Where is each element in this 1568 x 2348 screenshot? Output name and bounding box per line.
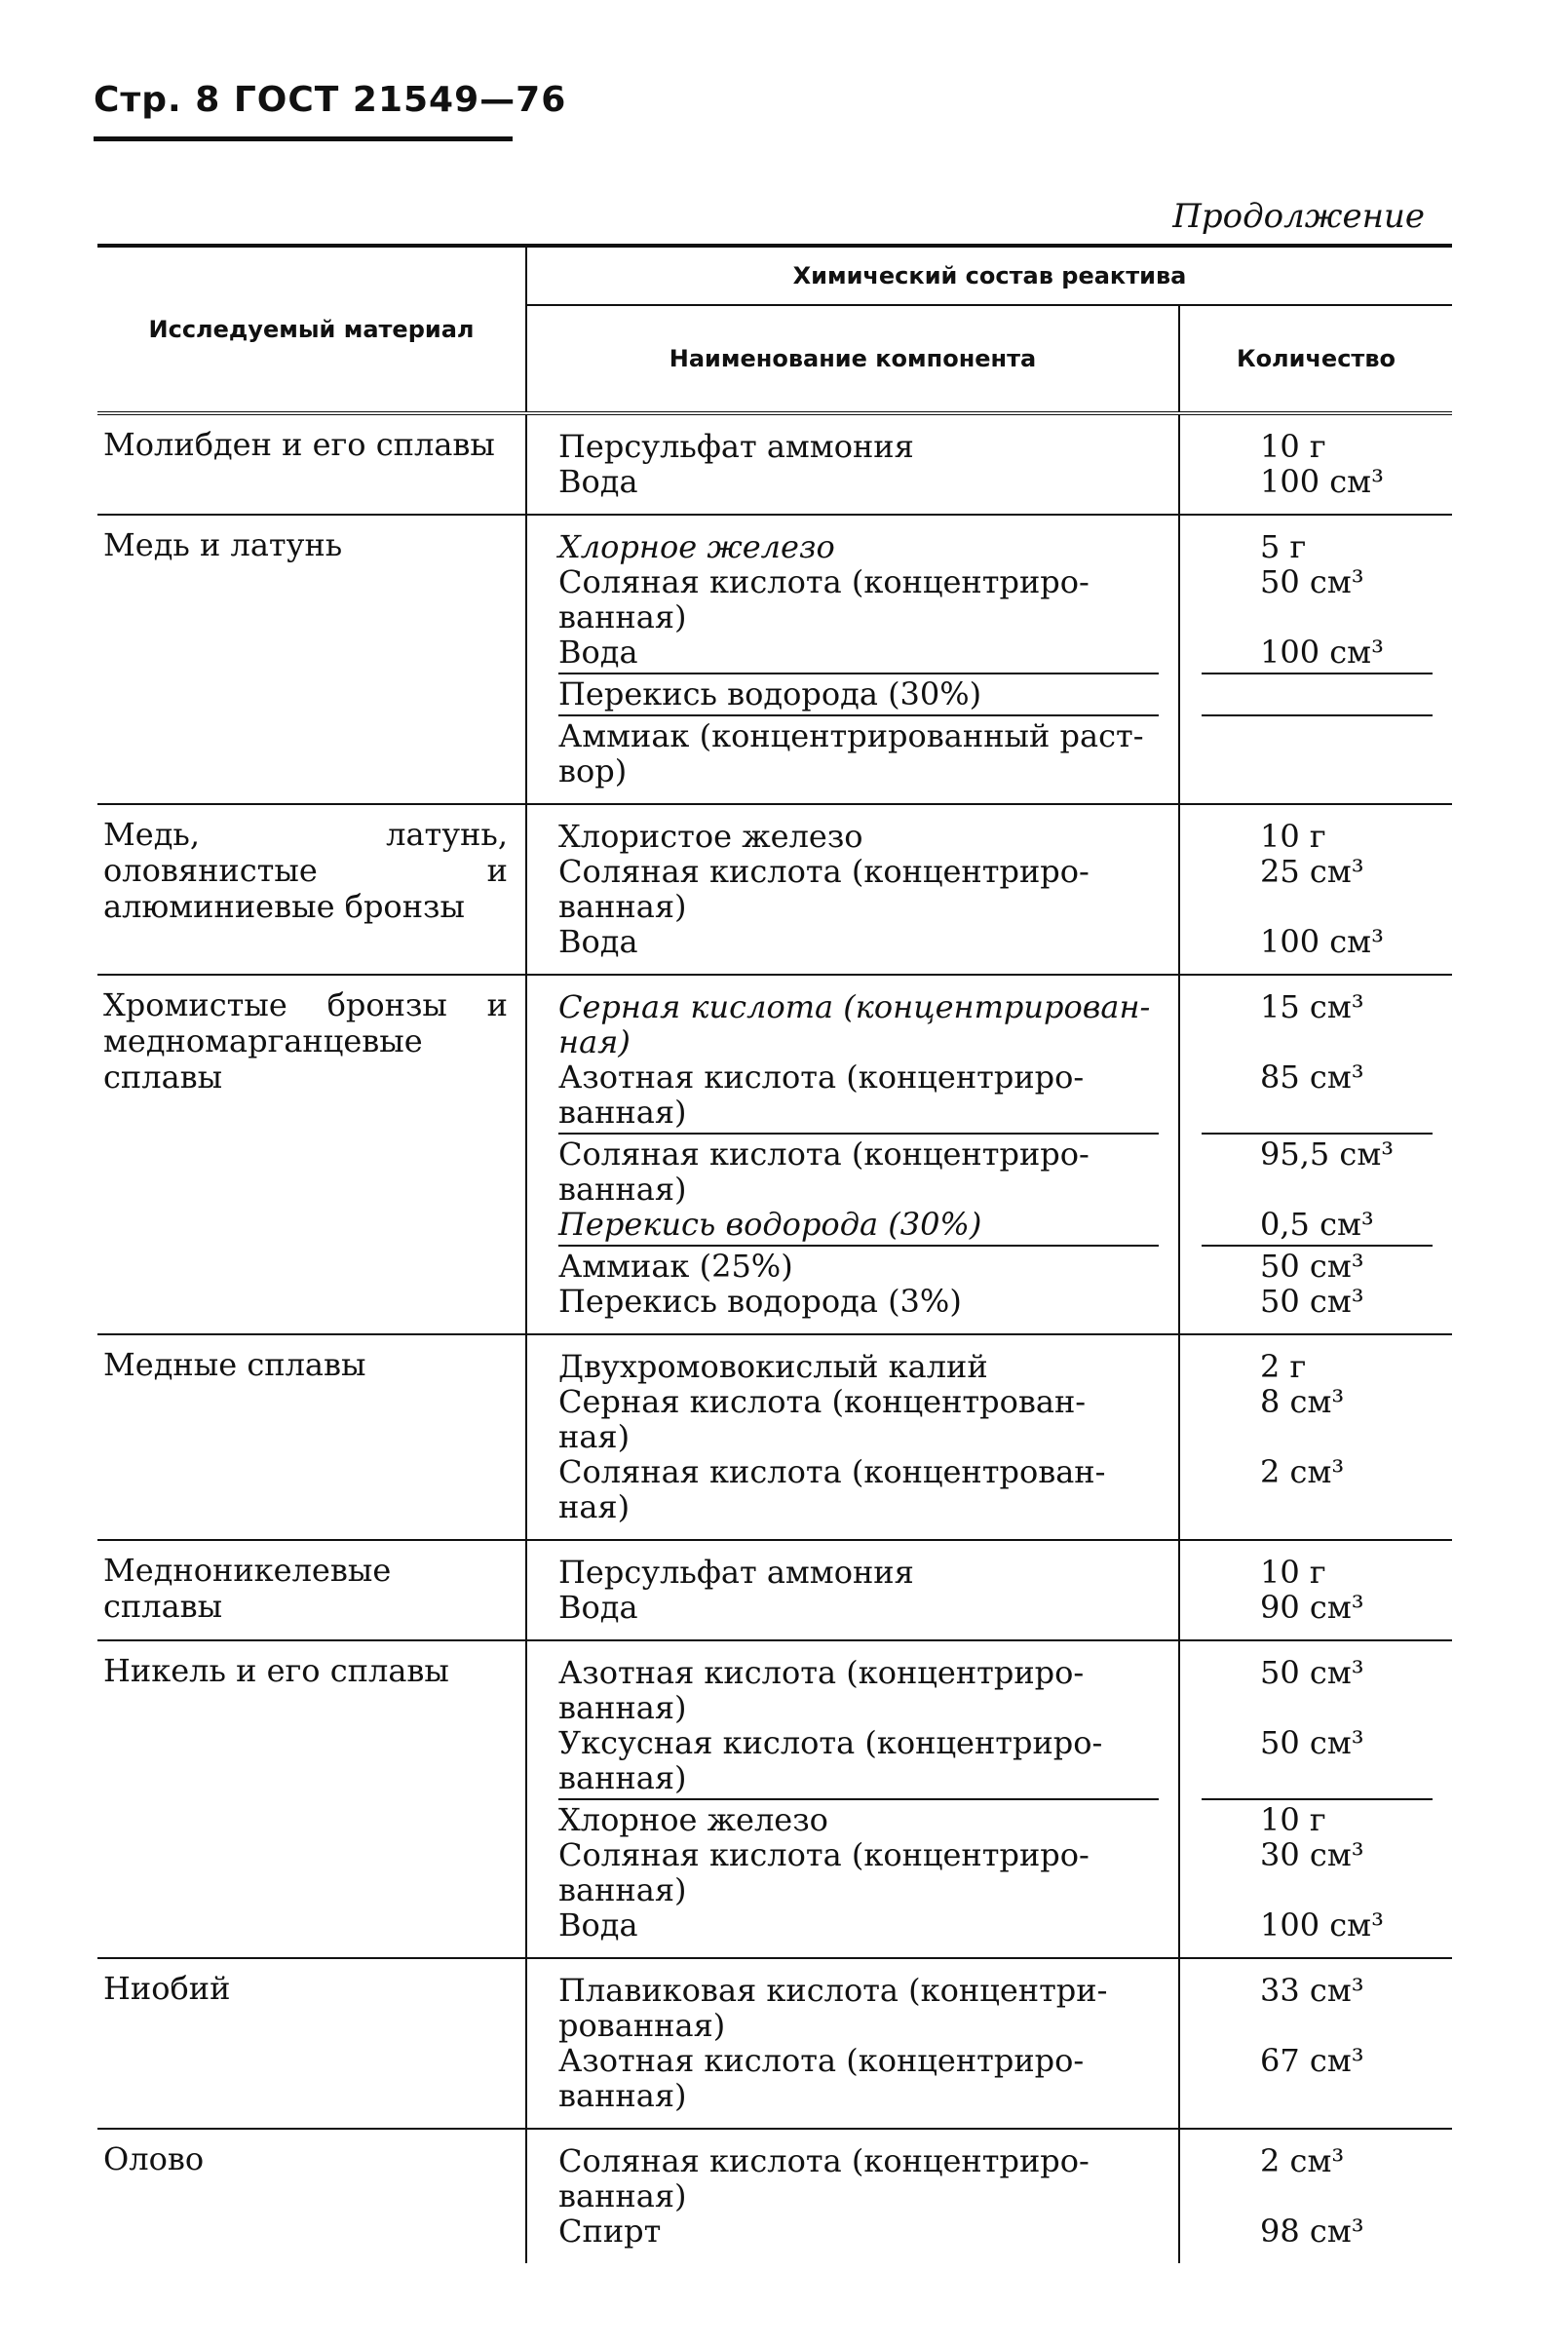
component-name: ванная) <box>558 2077 687 2114</box>
component-quantity: 100 см³ <box>1260 463 1384 500</box>
quantity-group <box>1202 1135 1433 1247</box>
table-row <box>97 1334 1452 1540</box>
component-quantity: 100 см³ <box>1260 923 1384 960</box>
component-name: Спирт <box>558 2213 662 2250</box>
component-name: Плавиковая кислота (концентри- <box>558 1972 1108 2009</box>
component-name: ванная) <box>558 598 687 635</box>
component-quantity: 2 см³ <box>1260 1453 1345 1490</box>
col-header-composition: Химический состав реактива <box>526 246 1452 305</box>
quantity-group <box>1202 1800 1433 1945</box>
component-group <box>558 427 1159 502</box>
component-name: Перекись водорода (3%) <box>558 1283 962 1320</box>
component-name: Вода <box>558 463 638 500</box>
component-group <box>558 1247 1159 1322</box>
component-quantity: 5 г <box>1260 528 1307 565</box>
table-row <box>97 1540 1452 1640</box>
component-quantity: 95,5 см³ <box>1260 1136 1395 1173</box>
quantity-group <box>1202 1347 1433 1527</box>
quantity-cell <box>1179 1640 1452 1958</box>
component-name: Аммиак (концентрированный раст- <box>558 717 1144 754</box>
component-group <box>558 1800 1159 1945</box>
component-name: Перекись водорода (30%) <box>558 675 982 712</box>
component-cell <box>526 2129 1179 2263</box>
component-name: вор) <box>558 752 628 789</box>
component-quantity <box>1202 1024 1433 1059</box>
component-name: Перекись водорода (30%) <box>558 1206 982 1243</box>
material-cell: Медь и латунь <box>97 515 526 804</box>
component-cell <box>526 1640 1179 1958</box>
component-quantity <box>1202 753 1433 789</box>
component-quantity <box>1202 1690 1433 1725</box>
quantity-group <box>1202 1553 1433 1628</box>
component-quantity: 33 см³ <box>1260 1972 1364 2009</box>
table-row <box>97 1640 1452 1958</box>
component-quantity: 98 см³ <box>1260 2213 1364 2250</box>
component-group <box>558 1347 1159 1527</box>
quantity-cell <box>1179 1958 1452 2129</box>
component-quantity: 85 см³ <box>1260 1059 1364 1096</box>
quantity-cell <box>1179 1334 1452 1540</box>
quantity-group <box>1202 1653 1433 1800</box>
table-row <box>97 804 1452 975</box>
quantity-cell <box>1179 515 1452 804</box>
component-name: Соляная кислота (концентриро- <box>558 563 1090 600</box>
component-quantity <box>1202 2008 1433 2043</box>
component-quantity <box>1202 676 1433 712</box>
component-quantity: 2 см³ <box>1260 2142 1345 2179</box>
component-name: ванная) <box>558 1759 687 1796</box>
component-group <box>558 2141 1159 2252</box>
component-name: Вода <box>558 923 638 960</box>
quantity-group <box>1202 527 1433 674</box>
quantity-cell <box>1179 804 1452 975</box>
material-cell: Молибден и его сплавы <box>97 413 526 515</box>
component-cell <box>526 413 1179 515</box>
quantity-group <box>1202 817 1433 962</box>
continuation-label: Продолжение <box>1172 197 1425 236</box>
component-group <box>558 674 1159 716</box>
material-cell: Медноникелевые сплавы <box>97 1540 526 1640</box>
component-name: ванная) <box>558 1689 687 1726</box>
component-name: Соляная кислота (концентриро- <box>558 853 1090 890</box>
component-name: ная) <box>558 1488 631 1525</box>
component-quantity: 10 г <box>1260 428 1326 465</box>
component-cell <box>526 1540 1179 1640</box>
component-name: ванная) <box>558 888 687 925</box>
component-quantity: 50 см³ <box>1260 1654 1364 1691</box>
material-cell: Ниобий <box>97 1958 526 2129</box>
component-quantity <box>1202 1419 1433 1454</box>
component-quantity: 15 см³ <box>1260 988 1364 1025</box>
quantity-group <box>1202 674 1433 716</box>
component-quantity <box>1202 718 1433 753</box>
component-name: Серная кислота (концентрован- <box>558 1383 1087 1420</box>
component-name: Хлорное железо <box>558 1801 828 1838</box>
component-quantity: 10 г <box>1260 818 1326 855</box>
component-name: Серная кислота (концентрирован- <box>558 988 1151 1025</box>
quantity-cell <box>1179 1540 1452 1640</box>
component-quantity: 90 см³ <box>1260 1589 1364 1626</box>
component-quantity: 100 см³ <box>1260 1906 1384 1944</box>
header-rule <box>94 136 513 141</box>
component-name: Аммиак (25%) <box>558 1248 793 1285</box>
component-quantity <box>1202 1760 1433 1795</box>
table-row <box>97 2129 1452 2263</box>
component-name: Персульфат аммония <box>558 428 914 465</box>
component-name: Вода <box>558 1589 638 1626</box>
material-cell: Медные сплавы <box>97 1334 526 1540</box>
component-group <box>558 1553 1159 1628</box>
quantity-group <box>1202 987 1433 1135</box>
component-quantity <box>1202 2178 1433 2213</box>
component-name: Соляная кислота (концентрован- <box>558 1453 1106 1490</box>
quantity-group <box>1202 1247 1433 1322</box>
quantity-group <box>1202 1971 1433 2116</box>
component-group <box>558 987 1159 1135</box>
component-name: ванная) <box>558 2177 687 2214</box>
quantity-group <box>1202 427 1433 502</box>
col-header-material: Исследуемый материал <box>97 246 526 413</box>
component-quantity <box>1202 599 1433 635</box>
table-row <box>97 413 1452 515</box>
material-cell: Хромистые бронзы и медномарганцевые сплавы <box>97 975 526 1334</box>
component-quantity: 2 г <box>1260 1348 1307 1385</box>
component-quantity <box>1202 1095 1433 1130</box>
quantity-cell <box>1179 2129 1452 2263</box>
component-quantity: 8 см³ <box>1260 1383 1345 1420</box>
col-header-component: Наименование компонента <box>526 305 1179 413</box>
component-name: Азотная кислота (концентриро- <box>558 1654 1085 1691</box>
col-header-quantity: Количество <box>1179 305 1452 413</box>
reagent-table <box>97 244 1452 2263</box>
component-group <box>558 817 1159 962</box>
component-name: ванная) <box>558 1094 687 1131</box>
component-quantity: 10 г <box>1260 1554 1326 1591</box>
table-row <box>97 1958 1452 2129</box>
component-name: Вода <box>558 634 638 671</box>
component-quantity: 10 г <box>1260 1801 1326 1838</box>
table-row <box>97 515 1452 804</box>
material-cell: Медь, латунь, оловянистые и алюминиевые бронзы <box>97 804 526 975</box>
component-name: Уксусная кислота (концентриро- <box>558 1724 1103 1761</box>
component-quantity: 30 см³ <box>1260 1836 1364 1873</box>
component-group <box>558 527 1159 674</box>
component-quantity: 100 см³ <box>1260 634 1384 671</box>
component-cell <box>526 515 1179 804</box>
component-quantity <box>1202 1489 1433 1524</box>
material-cell: Никель и его сплавы <box>97 1640 526 1958</box>
page-header: Стр. 8 ГОСТ 21549—76 <box>94 80 567 120</box>
component-quantity: 50 см³ <box>1260 1724 1364 1761</box>
component-cell <box>526 1334 1179 1540</box>
component-name: Соляная кислота (концентриро- <box>558 1836 1090 1873</box>
component-quantity: 0,5 см³ <box>1260 1206 1374 1243</box>
component-cell <box>526 975 1179 1334</box>
component-group <box>558 1971 1159 2116</box>
component-group <box>558 716 1159 791</box>
component-group <box>558 1653 1159 1800</box>
quantity-cell <box>1179 413 1452 515</box>
component-quantity <box>1202 889 1433 924</box>
component-name: Вода <box>558 1906 638 1944</box>
component-name: Персульфат аммония <box>558 1554 914 1591</box>
component-quantity: 25 см³ <box>1260 853 1364 890</box>
component-quantity <box>1202 1872 1433 1907</box>
component-quantity: 67 см³ <box>1260 2042 1364 2079</box>
component-cell <box>526 1958 1179 2129</box>
quantity-group <box>1202 2141 1433 2252</box>
component-name: Азотная кислота (концентриро- <box>558 1059 1085 1096</box>
component-name: рованная) <box>558 2007 726 2044</box>
component-name: ванная) <box>558 1871 687 1908</box>
component-name: Соляная кислота (концентриро- <box>558 1136 1090 1173</box>
component-quantity <box>1202 1172 1433 1207</box>
component-quantity: 50 см³ <box>1260 563 1364 600</box>
component-name: ная) <box>558 1418 631 1455</box>
component-name: Хлористое железо <box>558 818 863 855</box>
quantity-cell <box>1179 975 1452 1334</box>
table-row <box>97 975 1452 1334</box>
component-name: Соляная кислота (концентриро- <box>558 2142 1090 2179</box>
component-group <box>558 1135 1159 1247</box>
component-name: ванная) <box>558 1171 687 1208</box>
component-name: Двухромовокислый калий <box>558 1348 988 1385</box>
component-quantity <box>1202 2078 1433 2113</box>
component-cell <box>526 804 1179 975</box>
component-quantity: 50 см³ <box>1260 1248 1364 1285</box>
component-name: Хлорное железо <box>558 528 835 565</box>
material-cell: Олово <box>97 2129 526 2263</box>
quantity-group <box>1202 716 1433 791</box>
component-name: Азотная кислота (концентриро- <box>558 2042 1085 2079</box>
component-name: ная) <box>558 1023 631 1060</box>
component-quantity: 50 см³ <box>1260 1283 1364 1320</box>
